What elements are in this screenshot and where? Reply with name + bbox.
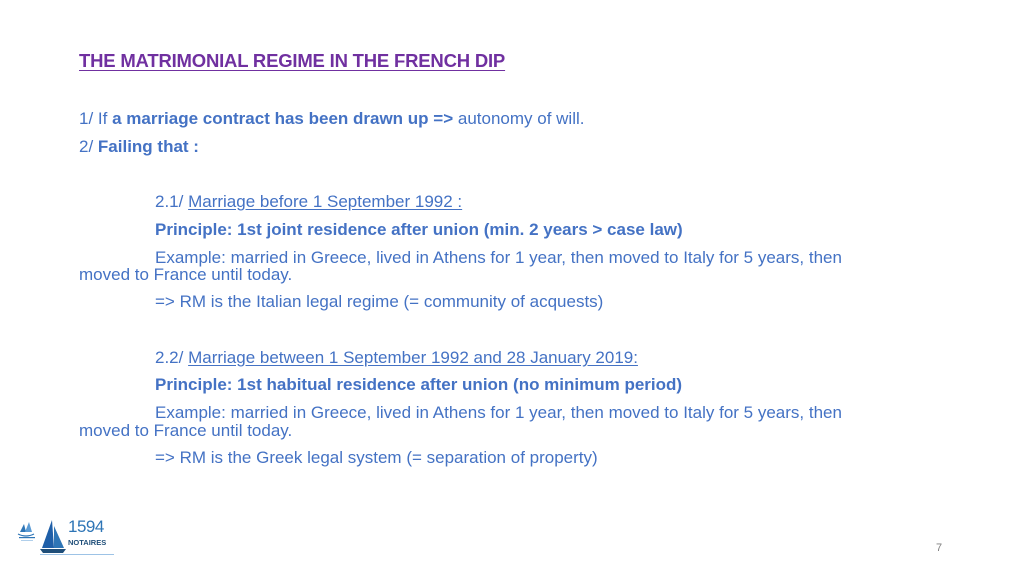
section-2-1-conclusion: => RM is the Italian legal regime (= community of acquests) xyxy=(155,292,604,311)
point-1-prefix: 1/ If xyxy=(79,109,113,128)
section-2-2-example-line-2: moved to France until today. xyxy=(79,421,293,440)
logo-tagline xyxy=(40,554,114,555)
slide-title: THE MATRIMONIAL REGIME IN THE FRENCH DIP xyxy=(79,50,506,71)
logo-number: 1594 xyxy=(68,517,104,536)
point-2-bold: Failing that : xyxy=(97,137,199,156)
section-2-1-example-line-1: Example: married in Greece, lived in Athens for 1 year, then moved to Italy for 5 years, then xyxy=(155,248,842,267)
section-2-1-number: 2.1/ xyxy=(155,192,189,211)
point-1-bold: a marriage contract has been drawn up => xyxy=(112,109,454,128)
section-2-1-heading xyxy=(155,192,462,212)
section-2-1-principle: Principle: 1st joint residence after union (min. 2 years > case law) xyxy=(155,220,683,239)
section-2-2-example-line-1: Example: married in Greece, lived in Athens for 1 year, then moved to Italy for 5 years, then xyxy=(155,403,842,422)
section-2-2-number: 2.2/ xyxy=(155,348,189,367)
section-2-2-heading xyxy=(155,348,638,368)
point-1 xyxy=(79,109,584,129)
section-2-2-title: Marriage between 1 September 1992 and 28 January 2019: xyxy=(188,348,638,367)
section-2-2-principle: Principle: 1st habitual residence after union (no minimum period) xyxy=(155,375,683,394)
logo-word: NOTAIRES xyxy=(68,538,107,547)
section-2-1-title: Marriage before 1 September 1992 : xyxy=(188,192,463,211)
section-2-1-example-line-2: moved to France until today. xyxy=(79,265,293,284)
point-2-prefix: 2/ xyxy=(79,137,98,156)
section-2-2-conclusion: => RM is the Greek legal system (= separation of property) xyxy=(155,448,598,467)
point-2 xyxy=(79,137,199,157)
page-number: 7 xyxy=(936,542,943,554)
notaires-logo xyxy=(16,518,116,558)
point-1-suffix: autonomy of will. xyxy=(453,109,585,128)
